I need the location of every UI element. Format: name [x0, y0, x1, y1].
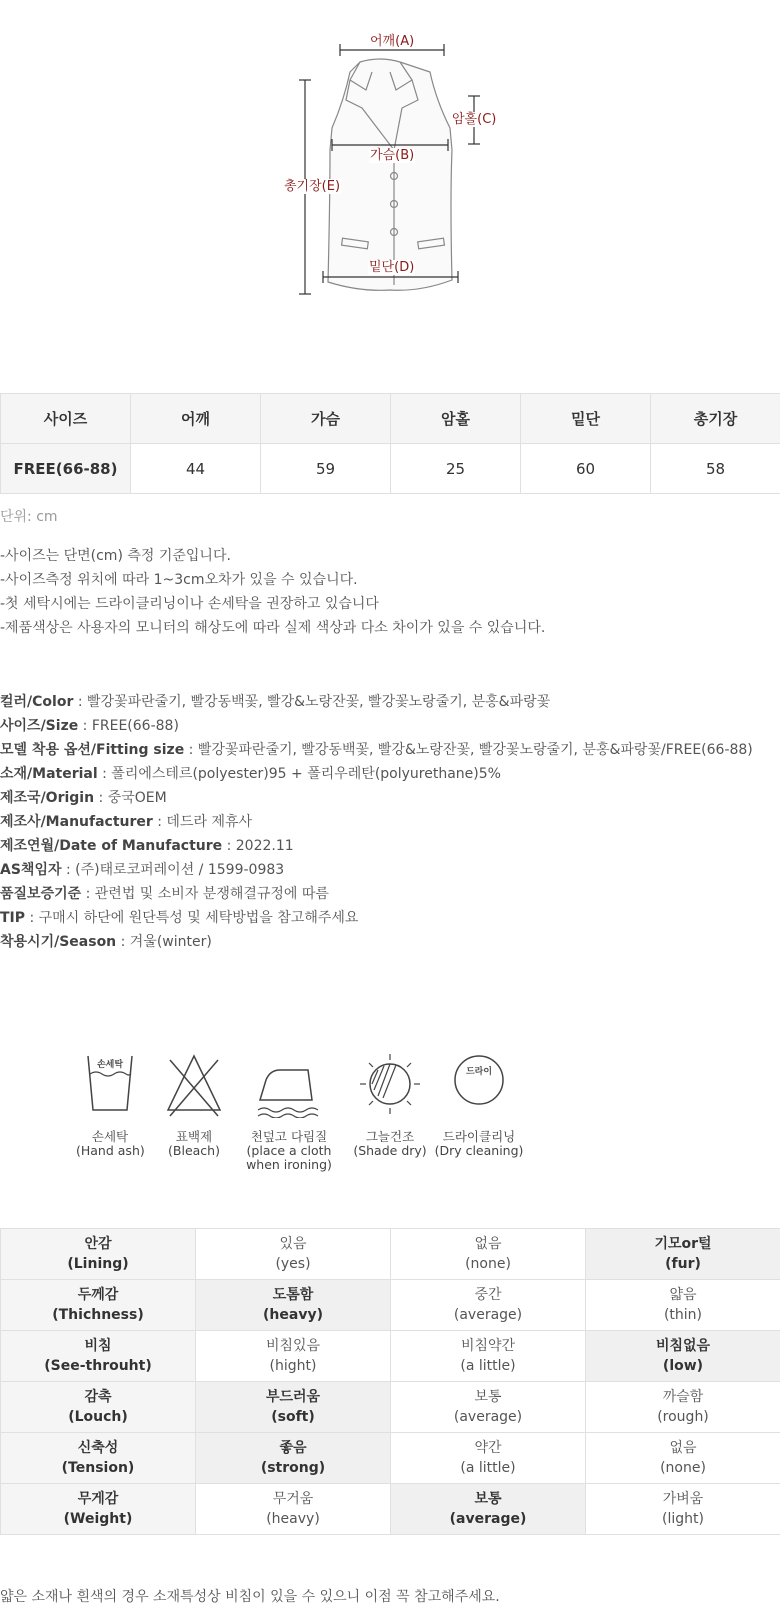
cell-ko: 좋음 [279, 1440, 307, 1456]
footer-note: 얇은 소재나 흰색의 경우 소재특성상 비침이 있을 수 있으니 이점 꼭 참고해주세요. [0, 1589, 500, 1605]
fabric-selected-cell [196, 1433, 391, 1484]
spec-line [0, 738, 753, 762]
spec-label: 착용시기/Season [0, 934, 117, 950]
cell-ko: 부드러움 [265, 1389, 321, 1405]
fabric-attribute-cell [1, 1229, 196, 1280]
cell-ko: 없음 [474, 1236, 502, 1252]
cell-en: (fur) [665, 1256, 701, 1272]
table-row [1, 1382, 780, 1433]
spec-label: 품질보증기준 [0, 886, 82, 902]
spec-value: : 중국OEM [94, 790, 167, 806]
spec-label: 소재/Material [0, 766, 98, 782]
cell-en: (Louch) [68, 1409, 128, 1425]
spec-value: : 빨강꽃파란줄기, 빨강동백꽃, 빨강&노랑잔꽃, 빨강꽃노랑줄기, 분홍&파랑꽃/FREE(66-88) [184, 742, 753, 758]
table-row [1, 1280, 780, 1331]
cell-ko: 가벼움 [662, 1491, 704, 1507]
value-cell: 59 [261, 444, 391, 494]
product-specs [0, 690, 753, 954]
cell-en: (Thichness) [52, 1307, 144, 1323]
size-table [0, 393, 780, 494]
header-cell: 암홀 [391, 394, 521, 444]
fabric-option-cell [586, 1382, 780, 1433]
cell-en: (a little) [460, 1460, 516, 1476]
fabric-attribute-cell [1, 1484, 196, 1535]
spec-line [0, 834, 753, 858]
fabric-option-cell [391, 1331, 586, 1382]
fabric-option-cell [586, 1484, 780, 1535]
care-ko: 표백제 [175, 1129, 213, 1144]
spec-value: : 겨울(winter) [116, 934, 212, 950]
care-dry-cleaning [434, 1050, 524, 1158]
fabric-attribute-cell [1, 1382, 196, 1433]
header-cell: 밑단 [521, 394, 651, 444]
cell-en: (soft) [271, 1409, 315, 1425]
spec-label: 컬러/Color [0, 694, 74, 710]
cell-en: (none) [465, 1256, 511, 1272]
care-bleach [160, 1050, 228, 1158]
cell-en: (yes) [275, 1256, 311, 1272]
header-cell: 어깨 [131, 394, 261, 444]
cell-ko: 비침없음 [655, 1338, 711, 1354]
spec-line [0, 882, 753, 906]
cell-en: (none) [660, 1460, 706, 1476]
cell-en: (hight) [269, 1358, 317, 1374]
cell-ko: 무거움 [272, 1491, 314, 1507]
care-ko: 천덮고 다림질 [250, 1129, 328, 1144]
spec-line [0, 858, 753, 882]
table-row [1, 1484, 780, 1535]
cell-en: (average) [449, 1511, 527, 1527]
cell-en: (Weight) [63, 1511, 133, 1527]
cell-ko: 까슬함 [662, 1389, 704, 1405]
header-cell: 가슴 [261, 394, 391, 444]
cell-en: (Lining) [67, 1256, 129, 1272]
fabric-attribute-cell [1, 1280, 196, 1331]
shoulder-label: 어깨(A) [370, 34, 415, 49]
spec-line [0, 714, 753, 738]
cell-en: (heavy) [263, 1307, 323, 1323]
care-ko: 손세탁 [91, 1129, 129, 1144]
size-table-header [1, 394, 780, 444]
dry-cleaning-icon [434, 1050, 524, 1118]
spec-value: : FREE(66-88) [78, 718, 179, 734]
cell-ko: 신축성 [77, 1440, 119, 1456]
spec-value: : (주)태로코퍼레이션 / 1599-0983 [61, 862, 285, 878]
size-cell: FREE(66-88) [1, 444, 131, 494]
cell-ko: 도톰함 [272, 1287, 314, 1303]
cell-en: (average) [453, 1307, 523, 1323]
note-line: -제품색상은 사용자의 모니터의 해상도에 따라 실제 색상과 다소 차이가 있을 수 있습니다. [0, 620, 546, 636]
fabric-selected-cell [196, 1382, 391, 1433]
spec-line [0, 786, 753, 810]
spec-label: 제조사/Manufacturer [0, 814, 153, 830]
care-en: (Bleach) [168, 1143, 220, 1158]
cell-ko: 있음 [279, 1236, 307, 1252]
spec-line [0, 906, 753, 930]
shade-dry-icon [350, 1050, 430, 1118]
table-row [1, 444, 780, 494]
cell-en: (See-throuht) [44, 1358, 152, 1374]
unit-text: 단위: cm [0, 509, 58, 525]
cell-en: (light) [662, 1511, 704, 1527]
length-label: 총기장(E) [284, 179, 341, 194]
cell-en: (heavy) [266, 1511, 320, 1527]
hem-label: 밑단(D) [369, 260, 415, 275]
fabric-option-cell [586, 1433, 780, 1484]
spec-line [0, 690, 753, 714]
size-diagram [0, 0, 780, 330]
fabric-selected-cell [196, 1280, 391, 1331]
dry-icon-text: 드라이 [465, 1067, 493, 1077]
cell-en: (average) [453, 1409, 523, 1425]
fabric-option-cell [196, 1331, 391, 1382]
care-en: (Dry cleaning) [434, 1143, 524, 1158]
spec-value: : 폴리에스테르(polyester)95 + 폴리우레탄(polyurethane)5% [97, 766, 501, 782]
fabric-selected-cell [586, 1331, 780, 1382]
note-line: -사이즈측정 위치에 따라 1~3cm오차가 있을 수 있습니다. [0, 572, 358, 588]
care-en: (Hand ash) [76, 1143, 145, 1158]
value-cell: 44 [131, 444, 261, 494]
cell-ko: 없음 [669, 1440, 697, 1456]
care-ko: 드라이클리닝 [442, 1129, 516, 1144]
bleach-icon [160, 1050, 228, 1118]
value-cell: 58 [651, 444, 780, 494]
fabric-option-cell [196, 1229, 391, 1280]
care-en: (Shade dry) [353, 1143, 427, 1158]
cell-en: (low) [662, 1358, 704, 1374]
spec-value: : 빨강꽃파란줄기, 빨강동백꽃, 빨강&노랑잔꽃, 빨강꽃노랑줄기, 분홍&파랑꽃 [73, 694, 551, 710]
fabric-selected-cell [586, 1229, 780, 1280]
iron-icon [246, 1050, 332, 1118]
cell-ko: 중간 [474, 1287, 502, 1303]
spec-label: 제조국/Origin [0, 790, 95, 806]
cell-ko: 무게감 [77, 1491, 119, 1507]
note-line: -첫 세탁시에는 드라이클리닝이나 손세탁을 권장하고 있습니다 [0, 596, 379, 612]
cell-ko: 비침 [84, 1338, 112, 1354]
size-notes [0, 544, 545, 640]
cell-ko: 비침약간 [460, 1338, 516, 1354]
care-instructions [0, 1050, 780, 1180]
fabric-selected-cell [391, 1484, 586, 1535]
cell-ko: 약간 [474, 1440, 502, 1456]
fabric-option-cell [391, 1280, 586, 1331]
fabric-option-cell [391, 1229, 586, 1280]
spec-label: TIP [0, 910, 26, 926]
spec-value: : 데드라 제휴사 [152, 814, 253, 830]
handwash-icon [76, 1050, 144, 1118]
table-row [1, 1331, 780, 1382]
spec-value: : 구매시 하단에 원단특성 및 세탁방법을 참고해주세요 [25, 910, 359, 926]
value-cell: 60 [521, 444, 651, 494]
table-row [1, 1433, 780, 1484]
cell-en: (thin) [663, 1307, 703, 1323]
cell-ko: 감촉 [84, 1389, 112, 1405]
spec-line [0, 810, 753, 834]
fabric-option-cell [586, 1280, 780, 1331]
cell-en: (Tension) [61, 1460, 135, 1476]
care-en: when ironing) [246, 1157, 332, 1172]
spec-line [0, 762, 753, 786]
spec-label: 모델 착용 옵션/Fitting size [0, 742, 185, 758]
value-cell: 25 [391, 444, 521, 494]
cell-ko: 안감 [84, 1236, 112, 1252]
fabric-option-cell [196, 1484, 391, 1535]
cell-ko: 두께감 [77, 1287, 119, 1303]
spec-value: : 2022.11 [222, 838, 294, 854]
spec-line [0, 930, 753, 954]
care-en: (place a cloth [246, 1143, 332, 1158]
spec-label: AS책임자 [0, 862, 62, 878]
cell-ko: 보통 [474, 1389, 502, 1405]
cell-en: (rough) [657, 1409, 709, 1425]
cell-ko: 기모or털 [654, 1236, 712, 1252]
fabric-attribute-cell [1, 1433, 196, 1484]
fabric-attribute-cell [1, 1331, 196, 1382]
handwash-icon-text: 손세탁 [96, 1060, 124, 1070]
cell-ko: 얇음 [669, 1287, 697, 1303]
spec-label: 사이즈/Size [0, 718, 79, 734]
spec-value: : 관련법 및 소비자 분쟁해결규정에 따름 [81, 886, 329, 902]
cell-en: (strong) [260, 1460, 326, 1476]
care-iron [246, 1050, 332, 1172]
care-ko: 그늘건조 [365, 1129, 415, 1144]
header-cell: 총기장 [651, 394, 780, 444]
table-row [1, 1229, 780, 1280]
cell-ko: 보통 [474, 1491, 502, 1507]
cell-ko: 비침있음 [265, 1338, 321, 1354]
spec-label: 제조연월/Date of Manufacture [0, 838, 223, 854]
armhole-label: 암홀(C) [452, 112, 497, 127]
chest-label: 가슴(B) [370, 148, 415, 163]
note-line: -사이즈는 단면(cm) 측정 기준입니다. [0, 548, 231, 564]
fabric-option-cell [391, 1433, 586, 1484]
fabric-table [0, 1228, 780, 1535]
care-shade-dry [350, 1050, 430, 1158]
cell-en: (a little) [460, 1358, 516, 1374]
care-handwash [76, 1050, 144, 1158]
fabric-option-cell [391, 1382, 586, 1433]
vest-illustration [0, 0, 780, 330]
header-cell: 사이즈 [1, 394, 131, 444]
